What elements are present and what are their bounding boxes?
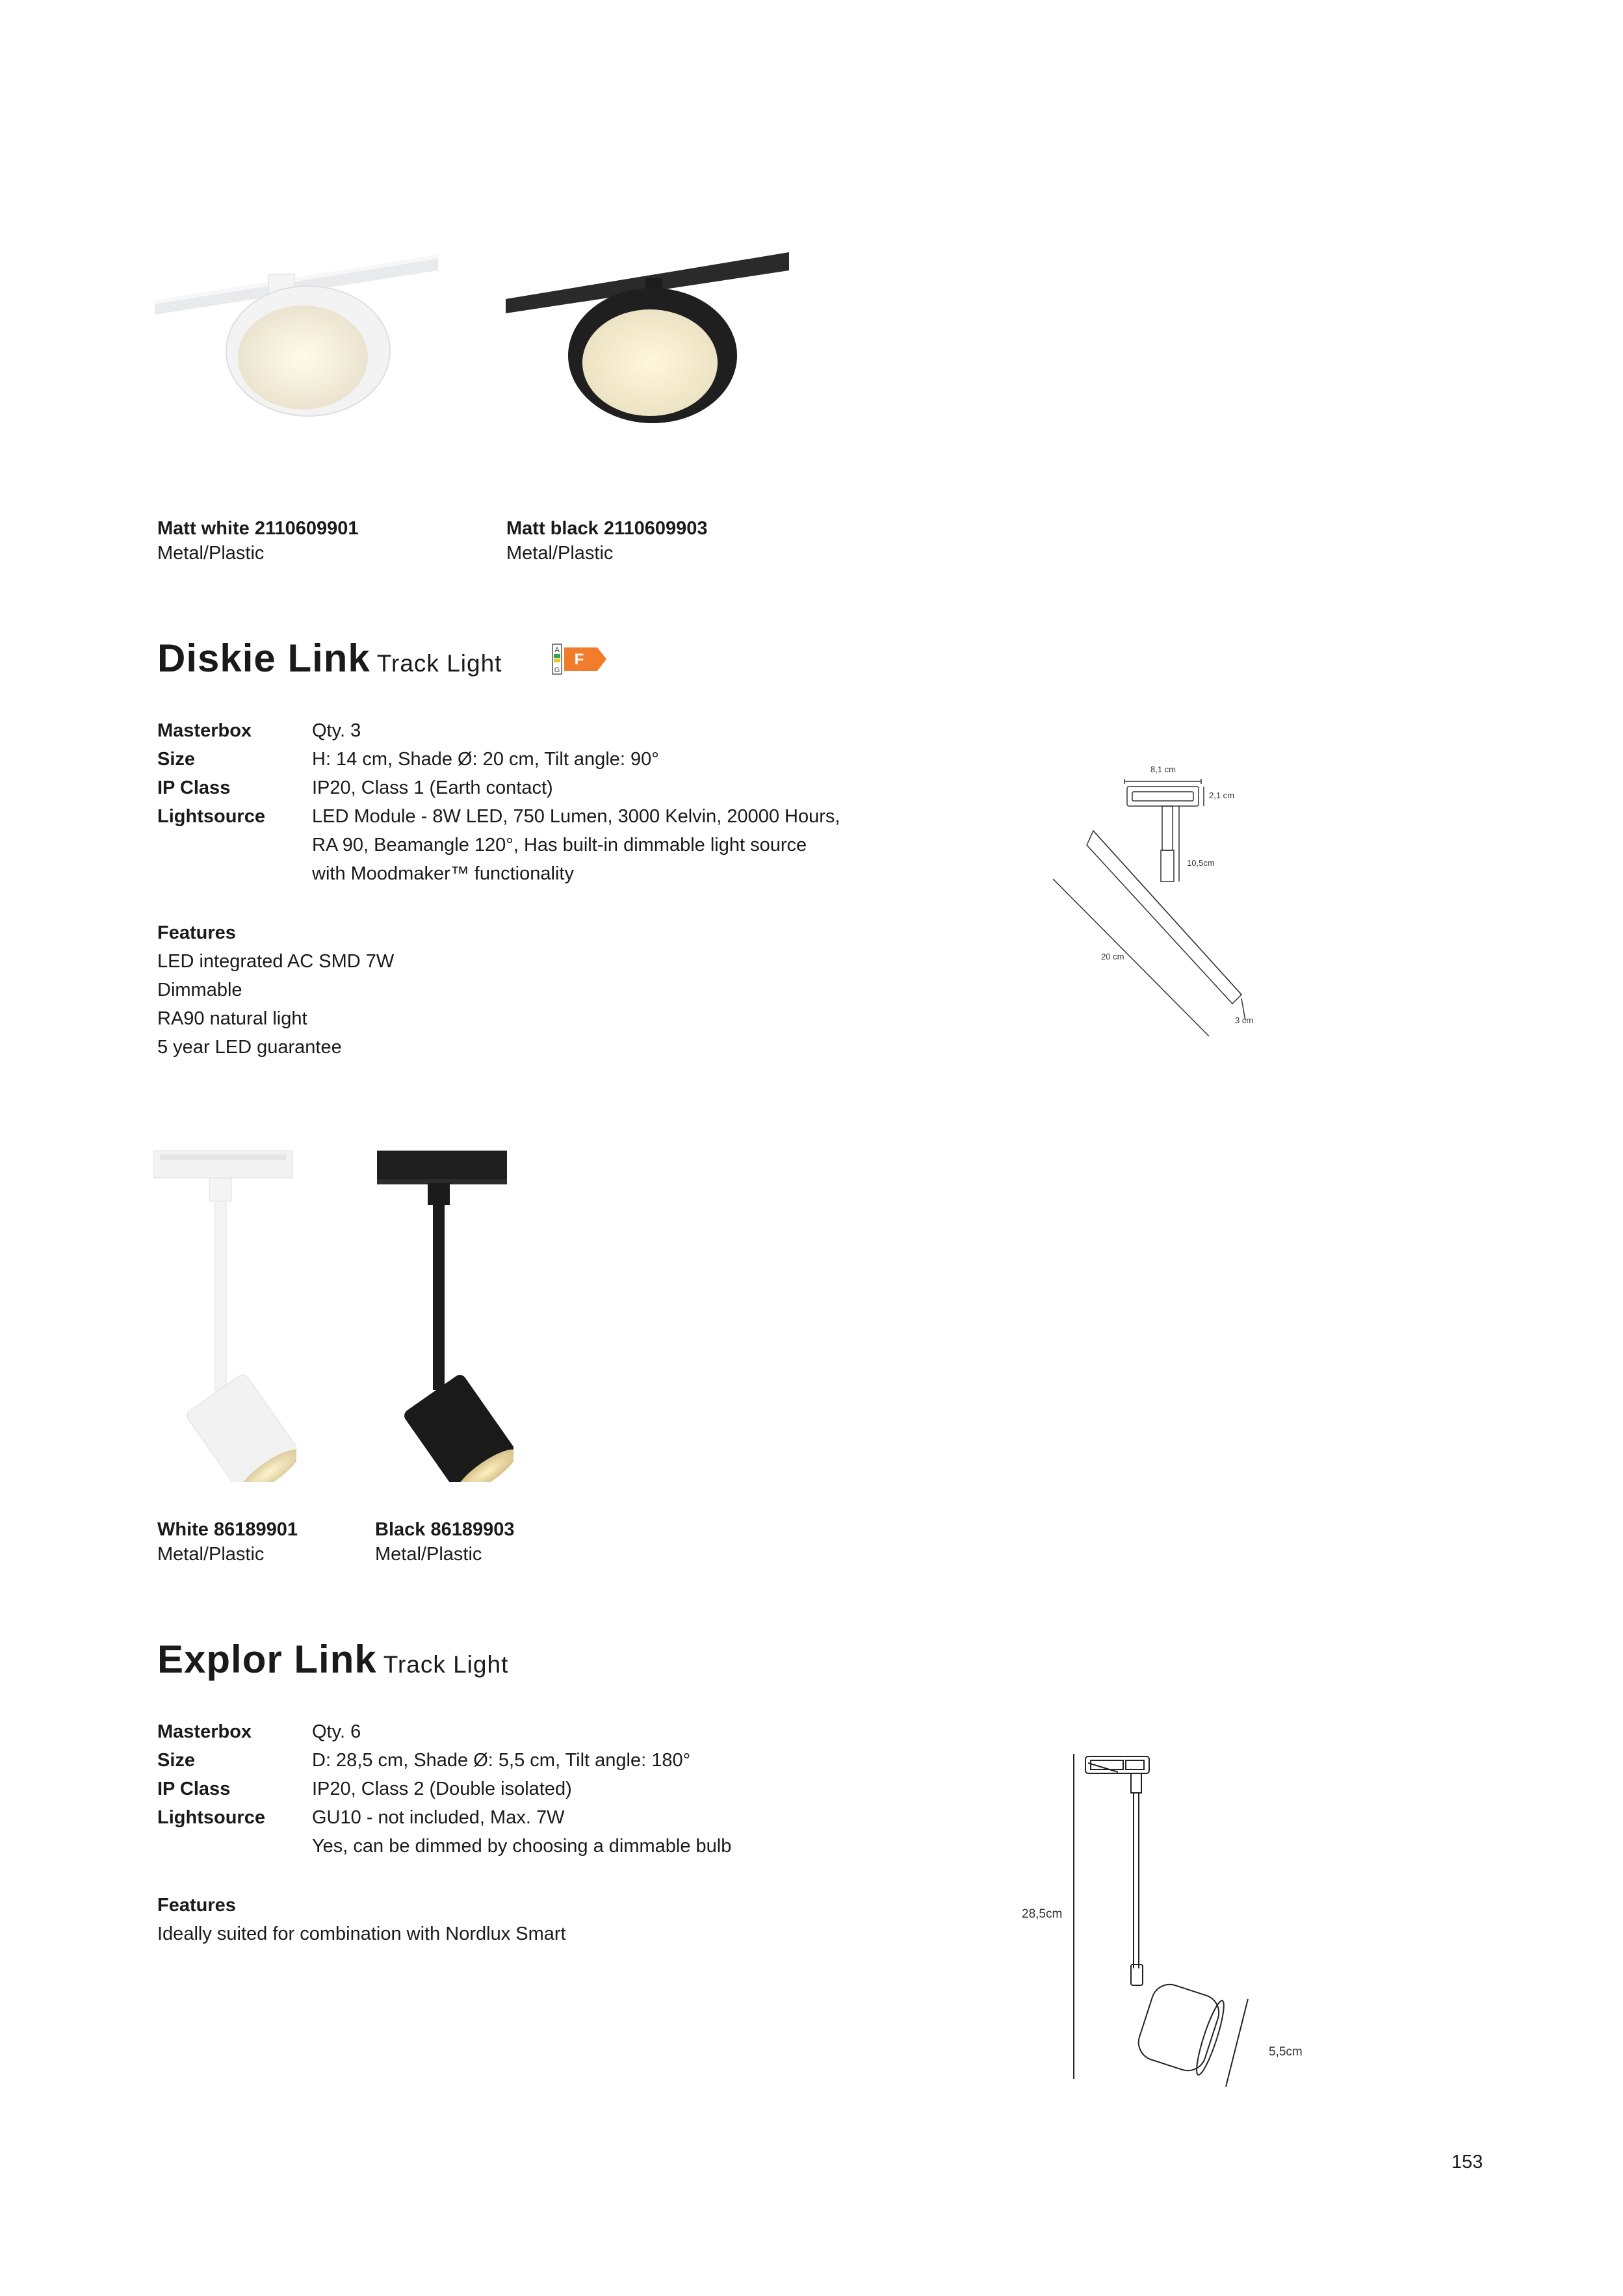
variant-material: Metal/Plastic [375,1544,482,1565]
spec-value: H: 14 cm, Shade Ø: 20 cm, Tilt angle: 90° [312,749,659,770]
spec-value: IP20, Class 1 (Earth contact) [312,777,553,798]
variant-material: Metal/Plastic [506,543,614,564]
spec-label: Lightsource [157,806,265,827]
explor-variant-black-caption [375,1517,514,1567]
diskie-variant-white-caption [157,516,359,566]
dim-depth: 3 cm [1235,1015,1254,1025]
feature-item: LED integrated AC SMD 7W [157,951,395,972]
spec-label: IP Class [157,777,231,798]
spec-row-lightsource [157,802,897,888]
spec-value: RA 90, Beamangle 120°, Has built-in dimmable light source [312,835,807,855]
spec-row-size [157,745,897,774]
spec-value: with Moodmaker™ functionality [312,863,574,884]
dim-width: 8,1 cm [1150,764,1176,774]
spec-label: Size [157,749,196,770]
dim-stem: 10,5cm [1187,858,1215,868]
explor-title [157,1637,508,1682]
feature-item: Dimmable [157,980,242,1000]
energy-class-arrow [564,647,606,671]
feature-item: 5 year LED guarantee [157,1037,342,1058]
spec-row-ip-class [157,774,897,802]
product-category: Track Light [383,1651,509,1678]
variant-material: Metal/Plastic [157,543,265,564]
energy-class: F [574,651,584,668]
diskie-dimension-drawing [1053,761,1261,1034]
variant-name-code: Matt black 2110609903 [506,518,708,539]
dim-shade: 20 cm [1101,952,1124,961]
variant-material: Metal/Plastic [157,1544,265,1565]
spec-label: Size [157,1750,196,1771]
features-heading: Features [157,922,236,943]
feature-item: RA90 natural light [157,1008,307,1029]
dim-head: 2,1 cm [1209,790,1235,800]
spec-value: GU10 - not included, Max. 7W [312,1807,565,1828]
explor-variant-white-caption [157,1517,298,1567]
page-number: 153 [1451,2152,1483,2172]
energy-scale-top: A [554,646,560,654]
spec-row-size [157,1746,897,1775]
explor-features [157,1891,566,1948]
spec-value: Qty. 6 [312,1721,361,1742]
variant-name-code: White 86189901 [157,1519,298,1540]
explor-white-photo [153,1144,296,1482]
spec-row-ip-class [157,1775,897,1803]
explor-dimension-drawing [1014,1749,1313,2100]
energy-scale-bottom: G [554,666,560,674]
diskie-variant-black-caption [506,516,708,566]
diskie-title [157,636,502,681]
dim-shade: 5,5cm [1269,2045,1303,2059]
explor-black-photo [370,1144,513,1482]
spec-row-masterbox [157,1717,897,1746]
dim-height: 28,5cm [1022,1907,1063,1921]
diskie-black-photo [506,242,789,456]
spec-value: Yes, can be dimmed by choosing a dimmable bulb [312,1836,732,1857]
spec-value: LED Module - 8W LED, 750 Lumen, 3000 Kelvin, 20000 Hours, [312,806,840,827]
diskie-features [157,919,394,1062]
explor-spec-table [157,1717,897,1860]
spec-value: D: 28,5 cm, Shade Ø: 5,5 cm, Tilt angle: 180° [312,1750,691,1771]
spec-value: Qty. 3 [312,720,361,741]
spec-label: Masterbox [157,1721,252,1742]
spec-label: IP Class [157,1779,231,1799]
spec-label: Lightsource [157,1807,265,1828]
spec-row-lightsource [157,1803,897,1860]
spec-label: Masterbox [157,720,252,741]
energy-label [552,644,608,675]
spec-row-masterbox [157,716,897,745]
variant-name-code: Black 86189903 [375,1519,515,1540]
feature-item: Ideally suited for combination with Nordlux Smart [157,1924,566,1944]
product-name: Diskie Link [157,636,370,680]
diskie-white-photo [155,242,438,456]
diskie-spec-table [157,716,897,888]
product-name: Explor Link [157,1637,377,1681]
variant-name-code: Matt white 2110609901 [157,518,359,539]
product-category: Track Light [376,650,502,677]
features-heading: Features [157,1895,236,1916]
spec-value: IP20, Class 2 (Double isolated) [312,1779,572,1799]
